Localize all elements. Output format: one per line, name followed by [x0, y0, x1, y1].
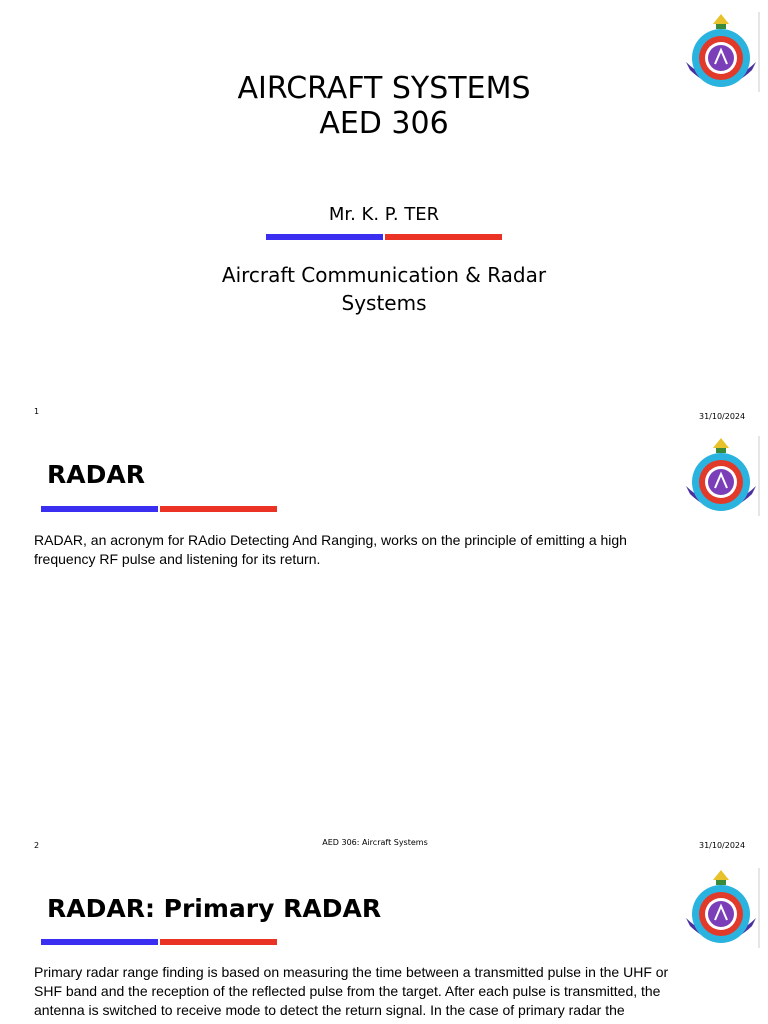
institute-crest-logo: [682, 434, 760, 516]
divider-blue: [41, 506, 158, 512]
presentation-subtitle: Aircraft Communication & Radar Systems: [221, 263, 547, 315]
divider-red: [160, 506, 277, 512]
slide-heading: RADAR: [47, 460, 145, 489]
slide-footer: AED 306: Aircraft Systems: [322, 838, 428, 847]
divider-red: [385, 234, 502, 240]
divider-blue: [41, 939, 158, 945]
title-line-2: AED 306: [319, 106, 449, 141]
slide-1: [0, 0, 768, 430]
slide-number: 2: [34, 841, 40, 850]
slide-number: 1: [34, 407, 40, 416]
presentation-title: [0, 71, 768, 141]
slide-date: 31/10/2024: [699, 841, 746, 850]
institute-crest-logo: [682, 866, 760, 948]
slide-2: [0, 430, 768, 860]
divider-red: [160, 939, 277, 945]
slide-3: [0, 860, 768, 1024]
slide-date: 31/10/2024: [699, 412, 746, 421]
slide-body-text: Primary radar range finding is based on measuring the time between a transmitted pulse in the UHF or SHF band and the reception of the reflected pulse from the target. After each pulse is transmitted, the antenna is switched to receive mode to detect the return signal. In the case of primary radar the: [34, 964, 669, 1018]
slide-heading: RADAR: Primary RADAR: [47, 894, 382, 923]
slide-body-text: RADAR, an acronym for RAdio Detecting And Ranging, works on the principle of emitting a high frequency RF pulse and listening for its return.: [34, 532, 627, 567]
divider-blue: [266, 234, 383, 240]
presenter-name: Mr. K. P. TER: [328, 204, 440, 225]
title-line-1: AIRCRAFT SYSTEMS: [237, 71, 531, 106]
